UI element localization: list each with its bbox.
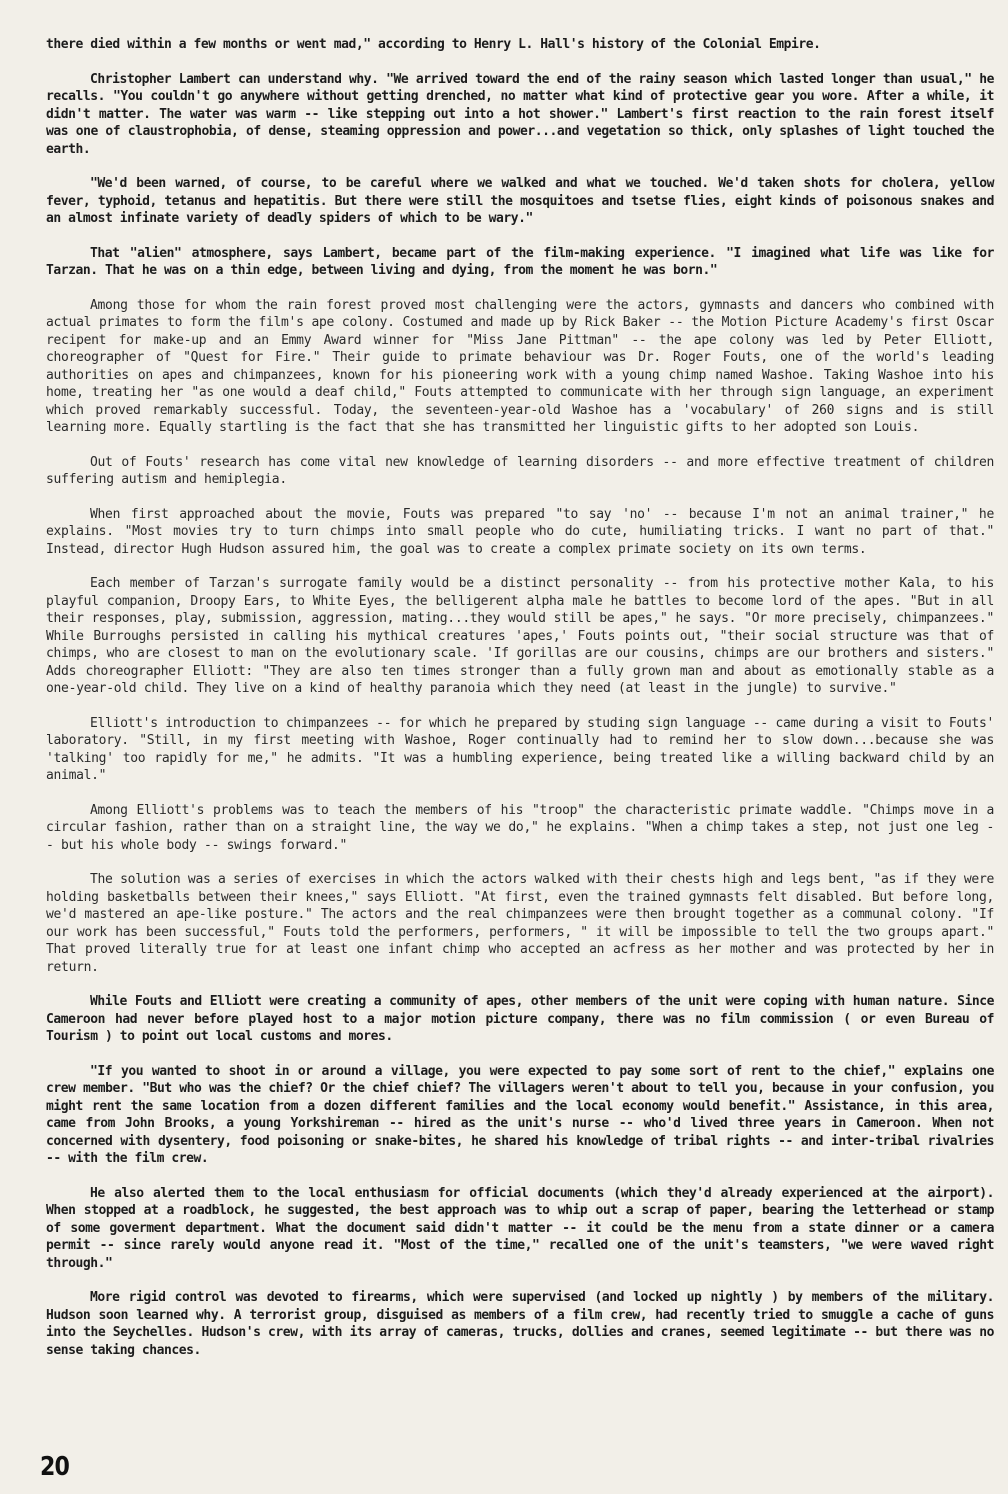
paragraph-6: Out of Fouts' research has come vital new knowledge of learning disorders -- and more effective treatment of children suffering autism and hemiplegia.	[46, 454, 994, 487]
paragraph-3: "We'd been warned, of course, to be careful where we walked and what we touched. We'd taken shots for cholera, yellow fever, typhoid, tetanus and hepatitis. But there were still the mosquitoes and tsetse flies, eight kinds of poisonous snakes and an almost infinate variety of deadly spiders of which to be wary."	[46, 176, 994, 226]
paragraph-10: Among Elliott's problems was to teach the members of his "troop" the characteristic primate waddle. "Chimps move in a circular fashion, rather than on a straight line, the way we do," he explains. "When a chimp takes a step, not just one leg -- but his whole body -- swings forward."	[46, 802, 994, 853]
article-body	[46, 36, 994, 1376]
paragraph-14: He also alerted them to the local enthusiasm for official documents (which they'd already experienced at the airport). When stopped at a roadblock, he suggested, the best approach was to whip out a scrap of paper, bearing the letterhead or stamp of some goverment department. What the document said didn't matter -- it could be the menu from a state dinner or a camera permit -- since rarely would anyone read it. "Most of the time," recalled one of the unit's teamsters, "we were waved right through."	[46, 1185, 994, 1271]
paragraph-7: When first approached about the movie, Fouts was prepared "to say 'no' -- because I'm not an animal trainer," he explains. "Most movies try to turn chimps into small people who do cute, humiliating tricks. I want no part of that." Instead, director Hugh Hudson assured him, the goal was to create a complex primate society on its own terms.	[46, 506, 994, 557]
paragraph-1: there died within a few months or went mad," according to Henry L. Hall's history of the Colonial Empire.	[46, 37, 821, 52]
paragraph-12: While Fouts and Elliott were creating a community of apes, other members of the unit were coping with human nature. Since Cameroon had never before played host to a major motion picture company, there was no film commission ( or even Bureau of Tourism ) to point out local customs and mores.	[46, 994, 994, 1044]
paragraph-8: Each member of Tarzan's surrogate family would be a distinct personality -- from his protective mother Kala, to his playful companion, Droopy Ears, to White Eyes, the belligerent alpha male he battles to become lord of the apes. "But in all their responses, play, submission, aggression, mating...they would still be apes," he says. "Or more precisely, chimpanzees." While Burroughs persisted in calling his mythical creatures 'apes,' Fouts points out, "their social structure was that of chimps, who are closest to man on the evolutionary scale. 'If gorillas are our cousins, chimps are our brothers and sisters." Adds choreographer Elliott: "They are also ten times stronger than a fully grown man and about as emotionally stable as a one-year-old child. They live on a kind of healthy paranoia which they need (at least in the jungle) to survive."	[46, 576, 994, 696]
paragraph-11: The solution was a series of exercises in which the actors walked with their chests high and legs bent, "as if they were holding basketballs between their knees," says Elliott. "At first, even the trained gymnasts felt disabled. But before long, we'd mastered an ape-like posture." The actors and the real chimpanzees were then brought together as a communal colony. "If our work has been successful," Fouts told the performers, performers, " it will be impossible to tell the two groups apart." That proved literally true for at least one infant chimp who accepted an acfress as her mother and was protected by her in return.	[46, 872, 994, 975]
paragraph-15: More rigid control was devoted to firearms, which were supervised (and locked up nightly ) by members of the military. Hudson soon learned why. A terrorist group, disguised as members of a film crew, had recently tried to smuggle a cache of guns into the Seychelles. Hudson's crew, with its array of cameras, trucks, dollies and cranes, seemed legitimate -- but there was no sense taking chances.	[46, 1290, 994, 1358]
paragraph-13: "If you wanted to shoot in or around a village, you were expected to pay some sort of rent to the chief," explains one crew member. "But who was the chief? Or the chief chief? The villagers weren't about to tell you, because in your confusion, you might rent the same location from a dozen different families and the local economy would benefit." Assistance, in this area, came from John Brooks, a young Yorkshireman -- hired as the unit's nurse -- who'd lived three years in Cameroon. When not concerned with dysentery, food poisoning or snake-bites, he shared his knowledge of tribal rights -- and inter-tribal rivalries -- with the film crew.	[46, 1063, 994, 1166]
paragraph-4: That "alien" atmosphere, says Lambert, became part of the film-making experience. "I imagined what life was like for Tarzan. That he was on a thin edge, between living and dying, from the moment he was born."	[46, 245, 994, 278]
paragraph-9: Elliott's introduction to chimpanzees -- for which he prepared by studing sign language -- came during a visit to Fouts' laboratory. "Still, in my first meeting with Washoe, Roger continually had to remind her to slow down...because she was 'talking' too rapidly for me," he admits. "It was a humbling experience, being treated like a willing backward child by an animal."	[46, 715, 994, 783]
paragraph-2: Christopher Lambert can understand why. "We arrived toward the end of the rainy season which lasted longer than usual," he recalls. "You couldn't go anywhere without getting drenched, no matter what kind of protective gear you wore. After a while, it didn't matter. The water was warm -- like stepping out into a hot shower." Lambert's first reaction to the rain forest itself was one of claustrophobia, of dense, steaming oppression and power...and vegetation so thick, only splashes of light touched the earth.	[46, 71, 994, 157]
paragraph-5: Among those for whom the rain forest proved most challenging were the actors, gymnasts and dancers who combined with actual primates to form the film's ape colony. Costumed and made up by Rick Baker -- the Motion Picture Academy's first Oscar recipent for make-up and an Emmy Award winner for "Miss Jane Pittman" -- the ape colony was led by Peter Elliott, choreographer of "Quest for Fire." Their guide to primate behaviour was Dr. Roger Fouts, one of the world's leading authorities on apes and chimpanzees, known for his pioneering work with a young chimp named Washoe. Taking Washoe into his home, treating her "as one would a deaf child," Fouts attempted to communicate with her through sign language, an experiment which proved remarkably successful. Today, the seventeen-year-old Washoe has a 'vocabulary' of 260 signs and is still learning more. Equally startling is the fact that she has transmitted her linguistic gifts to her adopted son Louis.	[46, 297, 994, 435]
page-number: 20	[40, 1452, 70, 1482]
